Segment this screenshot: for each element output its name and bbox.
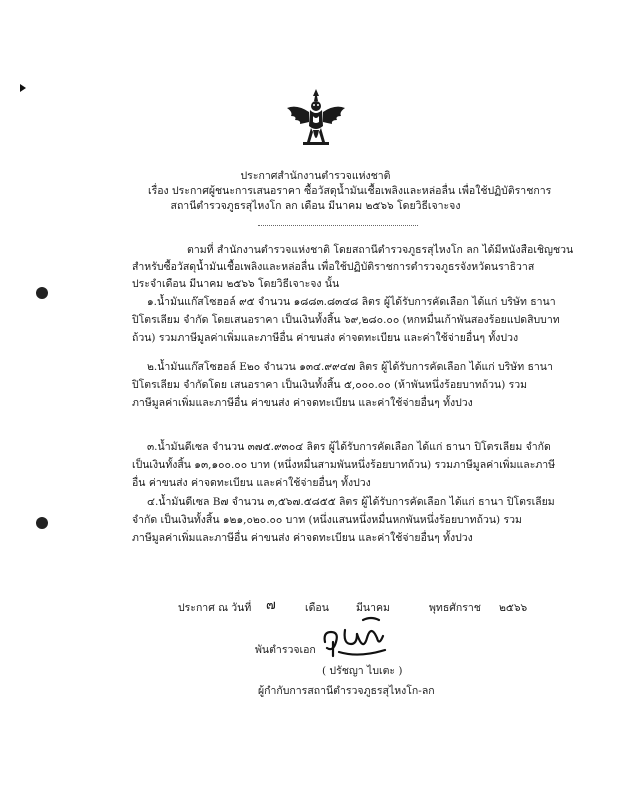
- item-1-line: ถ้วน) รวมภาษีมูลค่าเพิ่มและภาษีอื่น ค่าขนส่ง ค่าจดทะเบียน และค่าใช้จ่ายอื่นๆ ทั้งปวง: [132, 332, 519, 344]
- item-2-line: ปิโตรเลียม จำกัดโดย เสนอราคา เป็นเงินทั้งสิ้น ๕,๐๐๐.๐๐ (ห้าพันหนึ่งร้อยบาทถ้วน) รวม: [132, 379, 528, 391]
- punch-hole: [36, 517, 48, 529]
- item-4-line: ภาษีมูลค่าเพิ่มและภาษีอื่น ค่าขนส่ง ค่าจดทะเบียน และค่าใช้จ่ายอื่นๆ ทั้งปวง: [132, 532, 473, 544]
- intro-line: สำหรับซื้อวัสดุน้ำมันเชื้อเพลิงและหล่อลื่น เพื่อใช้ปฏิบัติราชการตำรวจภูธรจังหวัดนราธิวาส: [132, 261, 535, 273]
- handwritten-signature: [319, 612, 391, 660]
- item-2-line: ภาษีมูลค่าเพิ่มและภาษีอื่น ค่าขนส่ง ค่าจดทะเบียน และค่าใช้จ่ายอื่นๆ ทั้งปวง: [132, 397, 473, 409]
- item-3-line: ๓.น้ำมันดีเซล จำนวน ๓๗๕.๙๓๐๔ ลิตร ผู้ได้รับการคัดเลือก ได้แก่ ธานา ปิโตรเลียม จำกัด: [147, 441, 551, 453]
- corner-mark: [20, 84, 26, 92]
- item-3-line: อื่น ค่าขนส่ง ค่าจดทะเบียน และค่าใช้จ่ายอื่นๆ ทั้งปวง: [132, 477, 371, 489]
- date-year: ๒๕๖๖: [499, 602, 528, 614]
- item-1-line: ปิโตรเลียม จำกัด โดยเสนอราคา เป็นเงินทั้งสิ้น ๖๙,๒๘๐.๐๐ (หกหมื่นเก้าพันสองร้อยแปดสิบบาท: [132, 314, 560, 326]
- date-day: ๗: [266, 598, 276, 613]
- intro-line: ตามที่ สำนักงานตำรวจแห่งชาติ โดยสถานีตำรวจภูธรสุไหงโก ลก ได้มีหนังสือเชิญชวน: [187, 244, 574, 256]
- intro-line: ประจำเดือน มีนาคม ๒๕๖๖ โดยวิธีเจาะจง นั้น: [132, 278, 340, 290]
- subject-line-1: เรื่อง ประกาศผู้ชนะการเสนอราคา ซื้อวัสดุน้ำมันเชื้อเพลิงและหล่อลื่น เพื่อใช้ปฏิบัติราชการ: [148, 185, 552, 197]
- date-month: มีนาคม: [356, 602, 390, 614]
- signer-rank: พันตำรวจเอก: [255, 644, 316, 656]
- punch-hole: [36, 287, 48, 299]
- item-4-line: ๔.น้ำมันดีเซล B๗ จำนวน ๓,๕๖๗.๕๘๕๕ ลิตร ผู้ได้รับการคัดเลือก ได้แก่ ธานา ปิโตรเลียม: [147, 496, 555, 508]
- dotted-divider: [258, 225, 418, 226]
- month-label: เดือน: [305, 602, 329, 614]
- signer-name: ( ปรัชญา ไบเตะ ): [322, 665, 403, 677]
- garuda-emblem-icon: [283, 86, 349, 152]
- item-4-line: จำกัด เป็นเงินทั้งสิ้น ๑๒๑,๐๒๐.๐๐ บาท (หนึ่งแสนหนึ่งหมื่นหกพันหนึ่งร้อยบาทถ้วน) รวม: [132, 514, 522, 526]
- item-2-line: ๒.น้ำมันแก๊สโซฮอล์ E๒๐ จำนวน ๑๓๔.๙๙๔๗ ลิตร ผู้ได้รับการคัดเลือก ได้แก่ บริษัท ธานา: [147, 361, 553, 373]
- year-label: พุทธศักราช: [429, 602, 481, 614]
- announcement-title: ประกาศสำนักงานตำรวจแห่งชาติ: [240, 170, 391, 182]
- date-label: ประกาศ ณ วันที่: [178, 602, 252, 614]
- subject-line-2: สถานีตำรวจภูธรสุไหงโก ลก เดือน มีนาคม ๒๕๖๖ โดยวิธีเจาะจง: [170, 200, 461, 212]
- signer-position: ผู้กำกับการสถานีตำรวจภูธรสุไหงโก-ลก: [258, 685, 435, 697]
- item-1-line: ๑.น้ำมันแก๊สโซฮอล์ ๙๕ จำนวน ๑๘๘๓.๘๓๔๘ ลิตร ผู้ได้รับการคัดเลือก ได้แก่ บริษัท ธานา: [147, 296, 556, 308]
- item-3-line: เป็นเงินทั้งสิ้น ๑๓,๑๐๐.๐๐ บาท (หนึ่งหมื่นสามพันหนึ่งร้อยบาทถ้วน) รวมภาษีมูลค่าเพิ่มและภาษี: [132, 459, 556, 471]
